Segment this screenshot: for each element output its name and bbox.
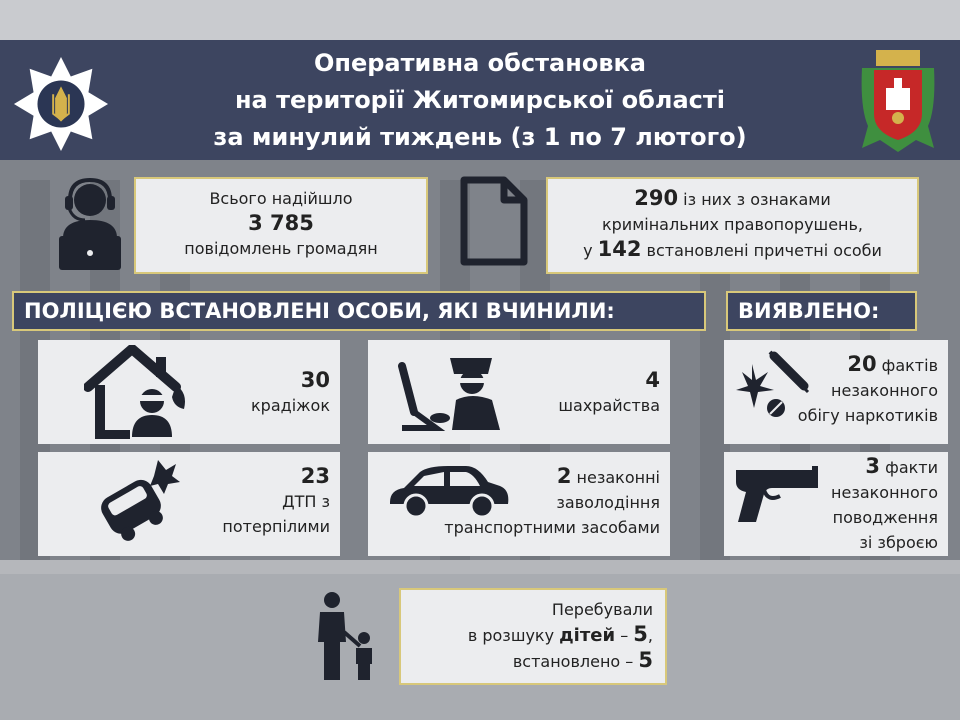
crimes-line1-rest: із них з ознаками [678, 190, 831, 209]
children-line3-pre: встановлено – [512, 652, 639, 671]
coat-of-arms-icon [856, 48, 940, 156]
crimes-number: 290 [634, 186, 679, 210]
children-line3 [401, 648, 653, 674]
traffic-line2: потерпілими [222, 517, 330, 536]
operator-icon [55, 178, 125, 270]
detected-heading: ВИЯВЛЕНО: [726, 291, 917, 331]
crimes-line3-rest: встановлені причетні особи [641, 241, 882, 260]
car-icon [386, 462, 512, 520]
calls-box [134, 177, 428, 274]
children-box [399, 588, 667, 685]
hacker-icon [396, 352, 506, 432]
burglar-house-icon [84, 345, 194, 439]
calls-number: 3 785 [248, 211, 314, 235]
vehicles-line3: транспортними засобами [444, 518, 660, 537]
children-wanted-number: 5 [633, 622, 648, 646]
children-dash: – [615, 626, 634, 645]
header-title-line3: за минулий тиждень (з 1 по 7 лютого) [213, 123, 747, 151]
children-comma: , [647, 626, 653, 645]
fraud-label: шахрайства [558, 396, 660, 415]
document-icon [458, 176, 530, 266]
crimes-line3 [548, 237, 917, 263]
car-crash-icon [96, 456, 180, 548]
thefts-label: крадіжок [251, 396, 330, 415]
crimes-box [546, 177, 919, 274]
parent-child-icon [312, 590, 378, 682]
weapons-line2: незаконного [831, 483, 938, 502]
vehicles-line2: заволодіння [556, 493, 660, 512]
calls-caption: повідомлень громадян [184, 239, 378, 258]
weapons-line3: поводження [832, 508, 938, 527]
drugs-number: 20 [847, 352, 877, 376]
vehicles-number: 2 [556, 464, 572, 488]
crimes-line3-pre: у [583, 241, 598, 260]
crimes-line1 [548, 186, 917, 212]
drugs-line3: обігу наркотиків [797, 406, 938, 425]
calls-label: Всього надійшло [209, 189, 353, 208]
fraud-number: 4 [645, 368, 660, 392]
drugs-line2: незаконного [831, 381, 938, 400]
crimes-line2: кримінальних правопорушень, [601, 215, 864, 234]
weapons-line4: зі зброєю [859, 533, 938, 552]
header-title-line1: Оперативна обстановка [313, 49, 646, 77]
children-word: дітей [559, 625, 616, 646]
weapons-number: 3 [865, 454, 881, 478]
children-line2 [401, 622, 653, 648]
traffic-card [38, 452, 340, 556]
crimes-number2: 142 [597, 237, 642, 261]
gun-icon [732, 464, 822, 526]
police-badge-icon [12, 55, 110, 153]
traffic-line1: ДТП з [282, 492, 330, 511]
weapons-line1-rest: факти [880, 458, 938, 477]
thefts-number: 30 [300, 368, 330, 392]
header-banner [0, 40, 960, 160]
children-line2-pre: в розшуку [467, 626, 560, 645]
traffic-number: 23 [300, 464, 330, 488]
vehicles-line1-rest: незаконні [571, 468, 660, 487]
children-found-number: 5 [638, 648, 653, 672]
children-line1: Перебували [551, 600, 653, 619]
header-title-line2: на території Житомирської області [234, 86, 726, 114]
police-heading: ПОЛІЦІЄЮ ВСТАНОВЛЕНІ ОСОБИ, ЯКІ ВЧИНИЛИ: [12, 291, 706, 331]
drugs-line1-rest: фактів [876, 356, 938, 375]
drugs-icon [734, 350, 810, 420]
